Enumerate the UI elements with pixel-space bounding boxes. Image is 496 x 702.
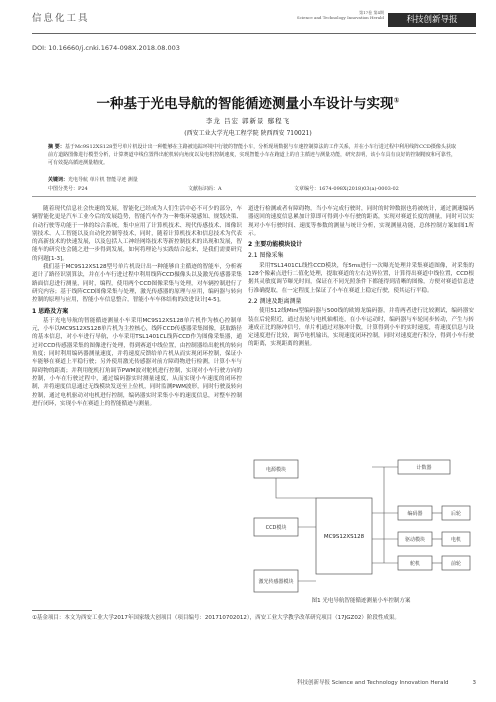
ccd-module-label: CCD模块 [265, 525, 287, 531]
document-code: 文献标识码：A [188, 186, 222, 192]
steering-label: 舵机 [409, 561, 421, 567]
authors: 李龙 吕宏 郭新景 鄢程飞 [205, 117, 291, 125]
abstract-text: 基于Mc9S12XS128型号单片机设计出一种能够在主路被追踪环境中行驶的智能小车，分析现场数据与车速控制算法的工作关系，并在小车行进过程中利用线阵CCD摄像头获取前方道路图像进行模型分析，计算赛道中线位置得出舵机转向角度以及电机控制速度，实现智能小车在跑道上的自主循迹与测量功能，研究表明，该小车具有良好的控制精度和可靠性，可有效提高循迹测量精度。 [48, 144, 456, 166]
abstract-divider [32, 196, 476, 197]
funding-footnote: ①基金项目：本文为西安工业大学2017年国家级大创项目（项目编号：201710702012），西安工业大学教学改革研究项目（17JGZ02）阶段性成果。 [32, 615, 400, 621]
page-footer [0, 678, 476, 688]
right-column [248, 205, 474, 349]
figure-caption: 图1 光电导航智能循迹测量小车控制方案 [311, 598, 411, 604]
keywords [48, 176, 138, 183]
left-paragraph-3: 基于光电导航的智能循迹测量小车采用MC9S12XS128单片机作为核心控制单元，小车以MC9S12XS128单片机为主控核心，线阵CCD传感器采集图像，获取路径的基本信息，对小车进行导航，小车采用TSL1401CL线阵CCD作为图像采集器，通过对CCD传感器采集的图像进行处理，得到赛道中线位置，由控制器给出舵机的转向角度；同时利用编码器测量速度，并将速度反馈给单片机从而实现闭环控制，保证小车能够在赛道上平稳行驶；另外使用激光传感器对前方障碍物进行检测，计算小车与障碍物的距离；并利用舵机打角调节PWM波对舵机进行控制，实现对小车行驶方向的控制，小车在行驶过程中，通过编码器实时测量速度，从而实现小车速度的闭环控制，并将速度信息通过无线模块发送至上位机，同时监测PWM波形，同时行驶及转向控制，通过电机驱动对电机进行控制，编码器实时采集小车的速度信息，对整车控制进行闭环，实现小车在赛道上的智能循迹与测量。 [32, 317, 242, 407]
journal-meta [297, 10, 384, 20]
section-label: 信息化工具 [32, 13, 90, 24]
section-heading-1: 1 思路及方案 [32, 307, 69, 315]
page-header [32, 10, 476, 32]
doi: DOI: 10.16660/j.cnki.1674-098X.2018.08.003 [32, 44, 180, 52]
article-number: 文章编号：1674-098X(2018)03(a)-0003-02 [294, 186, 399, 192]
affiliation: (西安工业大学光电工程学院 陕西西安 710021) [184, 130, 312, 137]
drive-module-label: 驱动模块 [404, 537, 426, 543]
abstract-label: 摘 要： [48, 144, 65, 150]
encoder-label: 编码器 [407, 511, 423, 517]
mcu-label: MC9S12XS128 [323, 534, 365, 540]
journal-brand: 科技创新导报 [388, 13, 476, 27]
keywords-label: 关键词： [48, 177, 69, 183]
paper-title [0, 92, 496, 112]
laser-sensor-label: 激光传感器模块 [258, 579, 294, 585]
header-divider [32, 33, 476, 34]
subsection-heading-2-2: 2.2 测速及距离测量 [248, 297, 302, 305]
left-paragraph-1: 随着现代信息社会快速的发展，智能化已经成为人们生活中必不可少的部分，车辆智能化更是汽车工业今后的发展趋势，智能汽车作为一种集环境感知、规划决策、自动行驶等功能于一体的综合系统，集中应用了计算机技术、现代传感技术、图像识别技术、人工智能以及自动化控制等技术，同时，随着计算机技术和信息技术为代表的高新技术的快速发展，以及包括人工神经网络技术等新控制技术的出现和发展，智能车的研究也会随之进一步得到发展，如何将理论与实践结合起来，是我们需要研究的问题[1-3]。 [32, 206, 242, 262]
keywords-text: 光电导航 单片机 智能寻迹 测量 [68, 177, 138, 183]
counter-label: 计数器 [416, 465, 432, 471]
footer-journal: 科技创新导报 Science and Technology Innovation Herald [296, 680, 449, 686]
right-paragraph-3: 使用512线Mini型编码器与500线的欧姆龙编码器，并将两者进行比较测试，编码器安装在后轮附近，通过齿轮与电机轴相连，在小车运动时，编码器与车轮同步转动，产生与转速成正比的脉冲信号，单片机通过对脉冲计数，计算得到小车的实时速度，将速度信息与设定速度进行比较，调节电机输出，实现速度闭环控制，同时对速度进行积分，得到小车行驶的距离，实现距离的测量。 [248, 308, 474, 348]
left-paragraph-2: 我们基于MC9S12XS128型号单片机设计出一种能够自主循迹的智能车，分析赛道计了路径识别算法，并在小车行进过程中利用线阵CCD摄像头以及激光传感器采集路面信息进行测量，同时，编程，使用两个CCD图像采集与处理，对车辆控制进行了研究内容；基于线阵CCD图像采集与处理，激光传感器的原理与应用，编码器与转向控制的原理与应用，智能小车信息整合，智能小车车体结构的改进设计[4-5]。 [32, 264, 242, 304]
classification [48, 185, 456, 193]
paper-title-text: 一种基于光电导航的智能循迹测量小车设计与实现 [96, 96, 394, 112]
motor-label: 电机 [450, 537, 462, 543]
journal-meta-issue: 第17卷 第4期 [359, 10, 384, 15]
front-wheel-label: 前轮 [450, 561, 462, 567]
power-module-label: 电源模块 [265, 467, 287, 473]
footnote-divider [32, 610, 92, 611]
right-paragraph-2: 采用TSL1401CL线性CCD模块，每5ms进行一次曝光处理并采集赛道图像，对采集的128个像素点进行二值化处理，提取赛道的左右边界位置，计算得出赛道中线位置，CCD根据其灵敏度调节曝光时间，保证在不同光照条件下都能得到清晰的图像，方便对赛道信息进行准确提取，在一定程度上保证了小车在赛道上稳定行驶，使其运行平稳。 [248, 262, 474, 294]
clc-number: 中图分类号：P24 [48, 186, 88, 192]
right-paragraph-1: 道进行检测或者有障碍物，当小车完成行驶时，同时的时钟数据也将被统计，通过测速编码器返回的速度信息累加计算即可得到小车行驶的距离，实现对赛道长度的测量，同时可以实现对小车行驶时间、速度等参数的测量与统计分析，实现测量功能，总体控制方案如图1所示。 [248, 206, 474, 237]
title-footnote-mark: ① [393, 96, 400, 105]
section-heading-2: 2 主要功能模块设计 [248, 241, 303, 249]
journal-meta-english: Science and Technology Innovation Herald [296, 15, 384, 20]
subsection-heading-2-1: 2.1 图像采集 [248, 252, 284, 260]
left-column [32, 205, 242, 408]
page-number: 3 [472, 680, 476, 686]
abstract [48, 143, 456, 167]
control-scheme-diagram [252, 456, 474, 596]
wheel-label: 后轮 [450, 511, 462, 517]
